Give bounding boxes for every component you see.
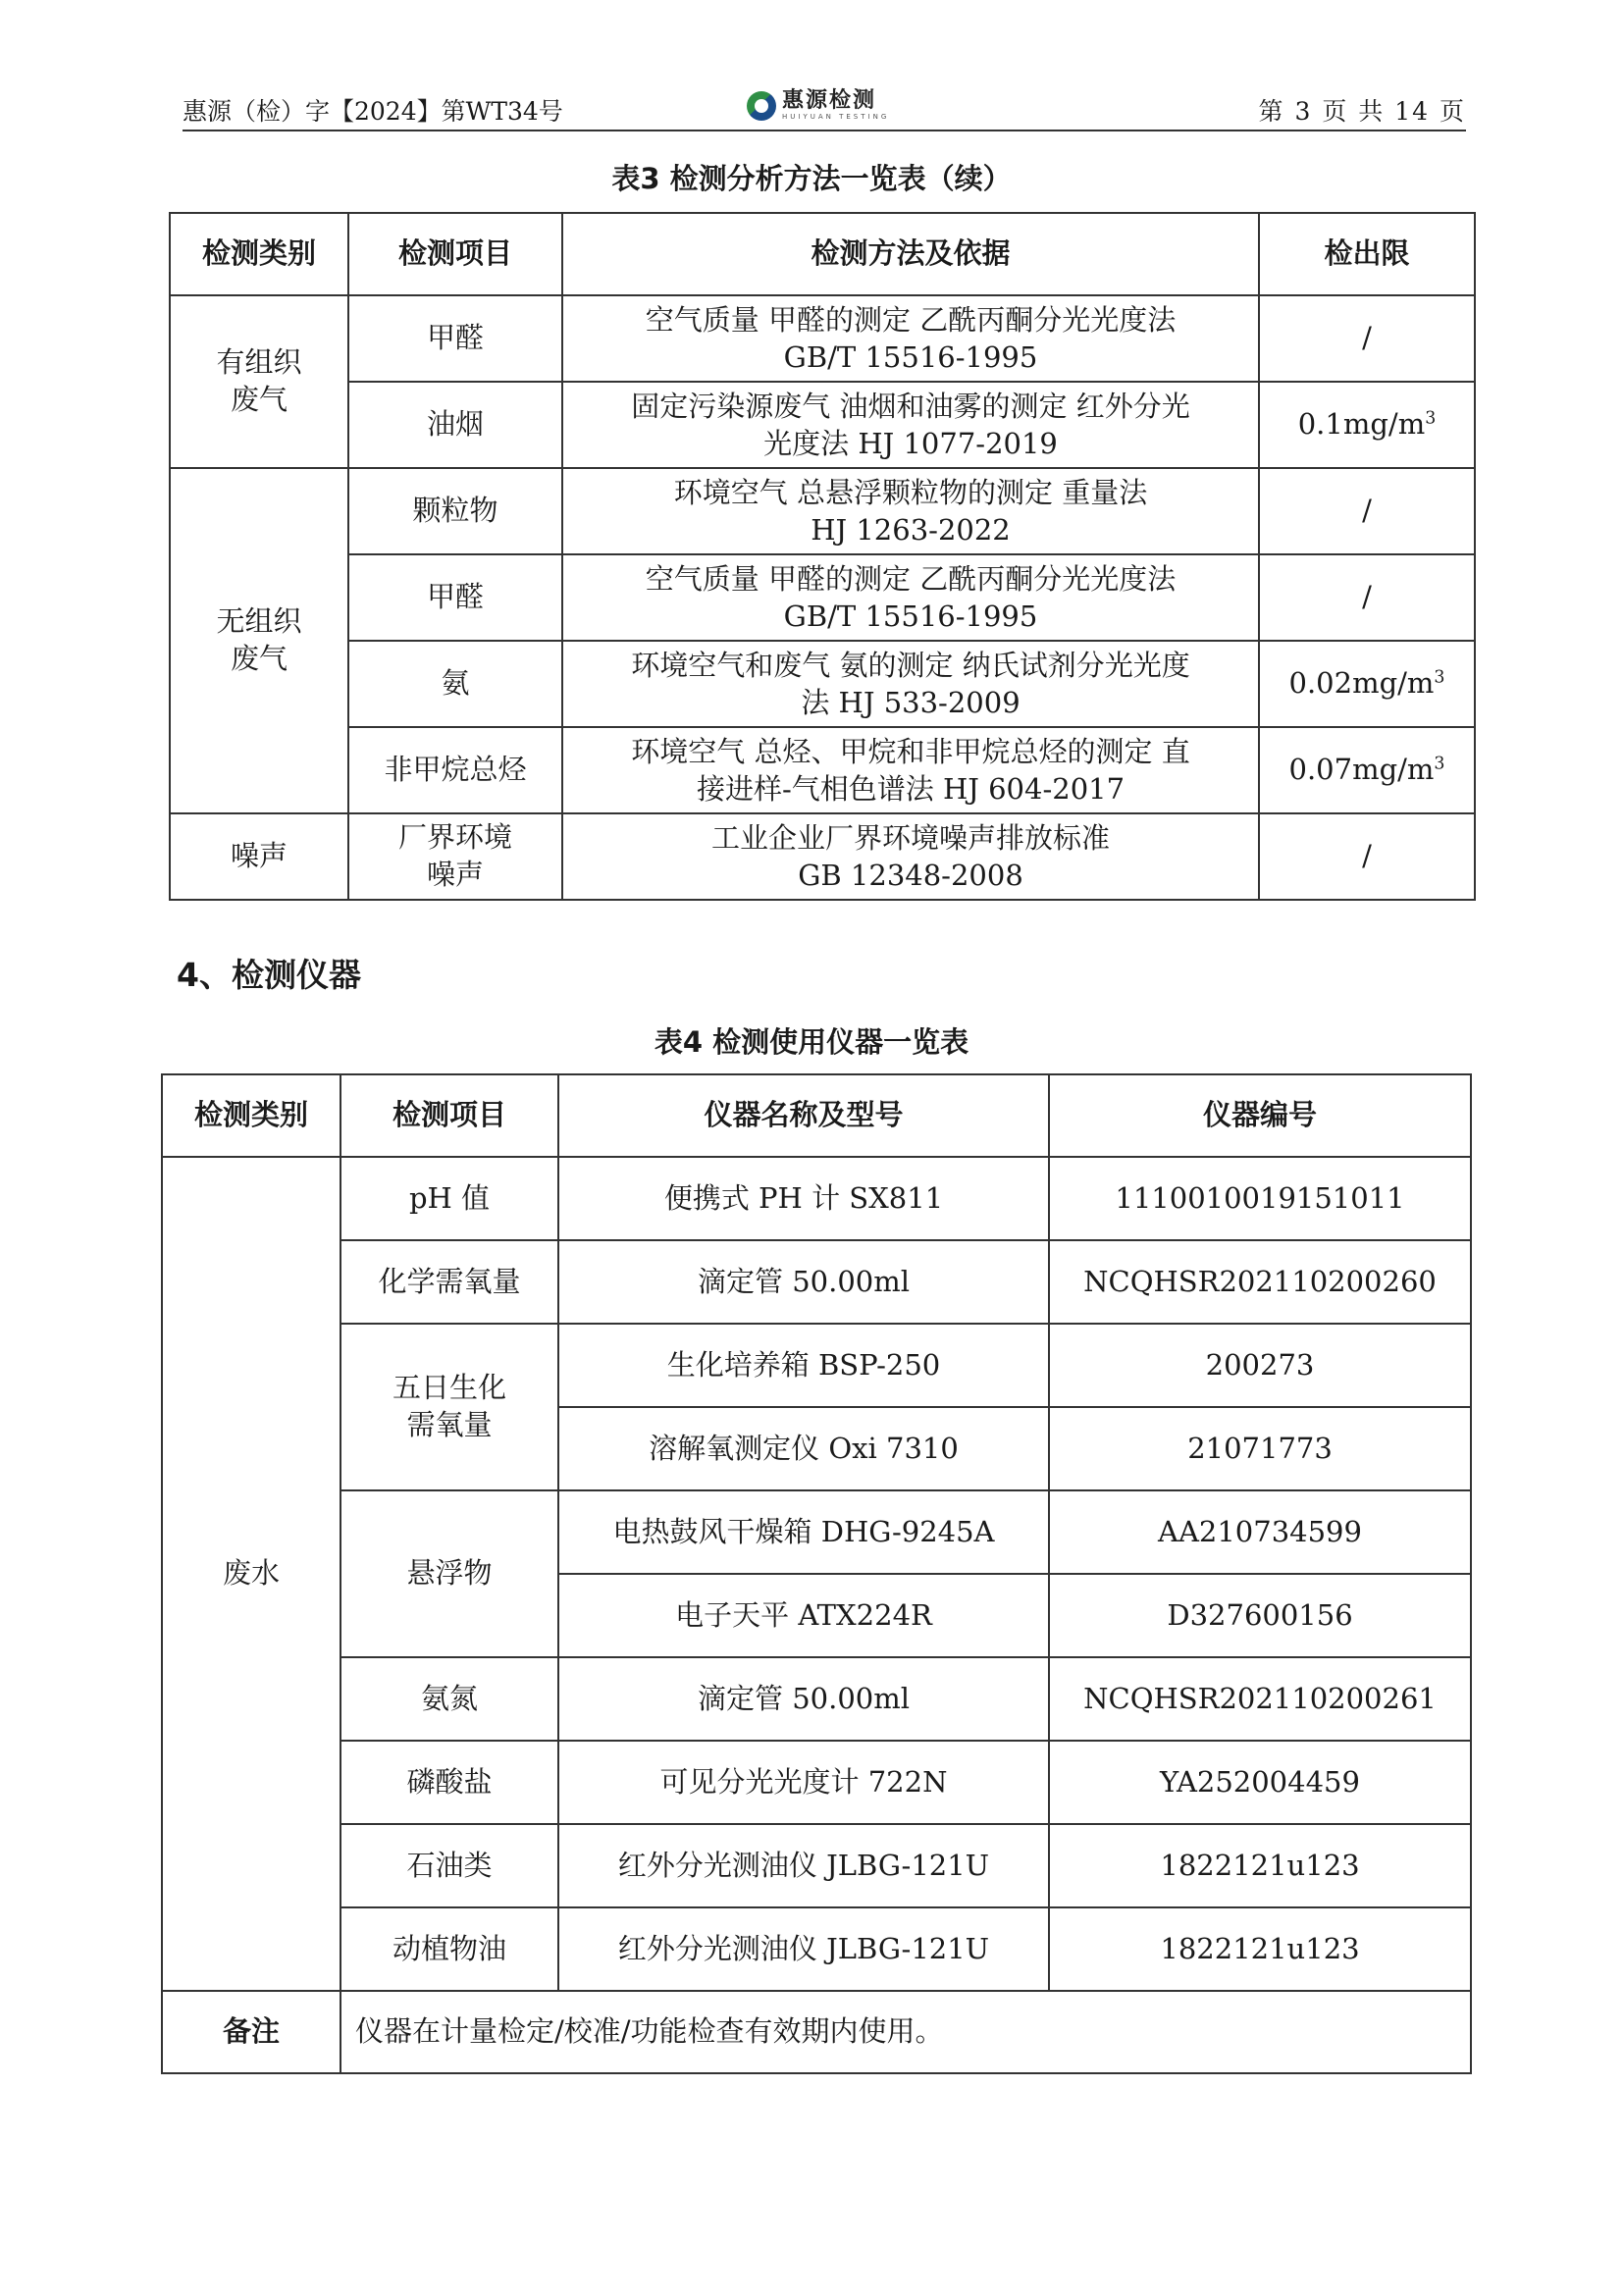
item-cell: 化学需氧量 bbox=[340, 1240, 558, 1324]
item-cell: 石油类 bbox=[340, 1824, 558, 1907]
table-row bbox=[170, 641, 1475, 727]
category-cell: 噪声 bbox=[170, 813, 348, 900]
instrument-id-cell: 1822121u123 bbox=[1049, 1907, 1471, 1991]
table4-header-cell: 检测项目 bbox=[340, 1074, 558, 1157]
instrument-name-cell: 生化培养箱 BSP-250 bbox=[558, 1324, 1049, 1407]
item-cell: 五日生化 需氧量 bbox=[340, 1324, 558, 1490]
instrument-table bbox=[161, 1073, 1472, 2074]
table-row bbox=[162, 1741, 1471, 1824]
instrument-name-cell: 红外分光测油仪 JLBG-121U bbox=[558, 1824, 1049, 1907]
item-cell: 氨 bbox=[348, 641, 562, 727]
instrument-name-cell: 溶解氧测定仪 Oxi 7310 bbox=[558, 1407, 1049, 1490]
table-row bbox=[170, 468, 1475, 554]
category-cell: 有组织 废气 bbox=[170, 295, 348, 468]
table-row bbox=[170, 554, 1475, 641]
page-number: 第 3 页 共 14 页 bbox=[1258, 97, 1466, 126]
item-cell: 悬浮物 bbox=[340, 1490, 558, 1657]
table-row bbox=[162, 1240, 1471, 1324]
table-row bbox=[162, 1490, 1471, 1574]
instrument-id-cell: YA252004459 bbox=[1049, 1741, 1471, 1824]
table4-header-cell: 检测类别 bbox=[162, 1074, 340, 1157]
item-cell: 甲醛 bbox=[348, 295, 562, 382]
table-row bbox=[170, 382, 1475, 468]
table3-caption: 表3 检测分析方法一览表（续） bbox=[611, 162, 1012, 195]
instrument-id-cell: 1822121u123 bbox=[1049, 1824, 1471, 1907]
method-cell: 空气质量 甲醛的测定 乙酰丙酮分光光度法 GB/T 15516-1995 bbox=[562, 554, 1259, 641]
table3-header-cell: 检测方法及依据 bbox=[562, 213, 1259, 295]
report-number: 惠源（检）字【2024】第WT34号 bbox=[183, 97, 563, 126]
instrument-name-cell: 滴定管 50.00ml bbox=[558, 1657, 1049, 1741]
instrument-id-cell: 200273 bbox=[1049, 1324, 1471, 1407]
huiyuan-logo-icon bbox=[747, 91, 776, 121]
item-cell: pH 值 bbox=[340, 1157, 558, 1240]
table4-header-row bbox=[162, 1074, 1471, 1157]
company-logo bbox=[747, 90, 889, 121]
table-row bbox=[162, 1657, 1471, 1741]
table4-header-cell: 仪器编号 bbox=[1049, 1074, 1471, 1157]
category-cell: 废水 bbox=[162, 1157, 340, 1991]
category-cell: 无组织 废气 bbox=[170, 468, 348, 813]
table3-header-cell: 检测项目 bbox=[348, 213, 562, 295]
item-cell: 油烟 bbox=[348, 382, 562, 468]
instrument-id-cell: AA210734599 bbox=[1049, 1490, 1471, 1574]
table-row bbox=[170, 727, 1475, 813]
limit-cell: / bbox=[1259, 554, 1475, 641]
item-cell: 甲醛 bbox=[348, 554, 562, 641]
table-row bbox=[170, 813, 1475, 900]
instrument-id-cell: NCQHSR202110200260 bbox=[1049, 1240, 1471, 1324]
note-row bbox=[162, 1991, 1471, 2073]
item-cell: 磷酸盐 bbox=[340, 1741, 558, 1824]
section-title: 4、检测仪器 bbox=[177, 956, 361, 994]
page-header bbox=[183, 86, 1466, 131]
limit-cell: $0.07mg/m^3$ bbox=[1259, 727, 1475, 813]
table3-header-cell: 检出限 bbox=[1259, 213, 1475, 295]
note-label: 备注 bbox=[162, 1991, 340, 2073]
instrument-name-cell: 电热鼓风干燥箱 DHG-9245A bbox=[558, 1490, 1049, 1574]
item-cell: 厂界环境 噪声 bbox=[348, 813, 562, 900]
analysis-method-table bbox=[169, 212, 1476, 901]
logo-name-cn: 惠源检测 bbox=[782, 88, 877, 113]
method-cell: 环境空气 总悬浮颗粒物的测定 重量法 HJ 1263-2022 bbox=[562, 468, 1259, 554]
table-row bbox=[162, 1907, 1471, 1991]
method-cell: 环境空气 总烃、甲烷和非甲烷总烃的测定 直 接进样-气相色谱法 HJ 604-2017 bbox=[562, 727, 1259, 813]
instrument-name-cell: 可见分光光度计 722N bbox=[558, 1741, 1049, 1824]
logo-name-en: HUIYUAN TESTING bbox=[782, 113, 890, 121]
instrument-id-cell: 1110010019151011 bbox=[1049, 1157, 1471, 1240]
item-cell: 非甲烷总烃 bbox=[348, 727, 562, 813]
method-cell: 空气质量 甲醛的测定 乙酰丙酮分光光度法 GB/T 15516-1995 bbox=[562, 295, 1259, 382]
table4-header-cell: 仪器名称及型号 bbox=[558, 1074, 1049, 1157]
limit-cell: / bbox=[1259, 295, 1475, 382]
table4-caption: 表4 检测使用仪器一览表 bbox=[654, 1025, 969, 1059]
instrument-name-cell: 红外分光测油仪 JLBG-121U bbox=[558, 1907, 1049, 1991]
note-text: 仪器在计量检定/校准/功能检查有效期内使用。 bbox=[340, 1991, 1471, 2073]
instrument-id-cell: 21071773 bbox=[1049, 1407, 1471, 1490]
instrument-name-cell: 便携式 PH 计 SX811 bbox=[558, 1157, 1049, 1240]
limit-cell: / bbox=[1259, 468, 1475, 554]
method-cell: 环境空气和废气 氨的测定 纳氏试剂分光光度 法 HJ 533-2009 bbox=[562, 641, 1259, 727]
method-cell: 工业企业厂界环境噪声排放标准 GB 12348-2008 bbox=[562, 813, 1259, 900]
table-row bbox=[162, 1157, 1471, 1240]
instrument-name-cell: 滴定管 50.00ml bbox=[558, 1240, 1049, 1324]
item-cell: 氨氮 bbox=[340, 1657, 558, 1741]
limit-cell: $0.02mg/m^3$ bbox=[1259, 641, 1475, 727]
instrument-id-cell: D327600156 bbox=[1049, 1574, 1471, 1657]
table3-header-row bbox=[170, 213, 1475, 295]
item-cell: 动植物油 bbox=[340, 1907, 558, 1991]
table3-header-cell: 检测类别 bbox=[170, 213, 348, 295]
instrument-id-cell: NCQHSR202110200261 bbox=[1049, 1657, 1471, 1741]
instrument-name-cell: 电子天平 ATX224R bbox=[558, 1574, 1049, 1657]
table-row bbox=[162, 1824, 1471, 1907]
limit-cell: $0.1mg/m^3$ bbox=[1259, 382, 1475, 468]
table-row bbox=[162, 1324, 1471, 1407]
table-row bbox=[170, 295, 1475, 382]
limit-cell: / bbox=[1259, 813, 1475, 900]
item-cell: 颗粒物 bbox=[348, 468, 562, 554]
method-cell: 固定污染源废气 油烟和油雾的测定 红外分光 光度法 HJ 1077-2019 bbox=[562, 382, 1259, 468]
